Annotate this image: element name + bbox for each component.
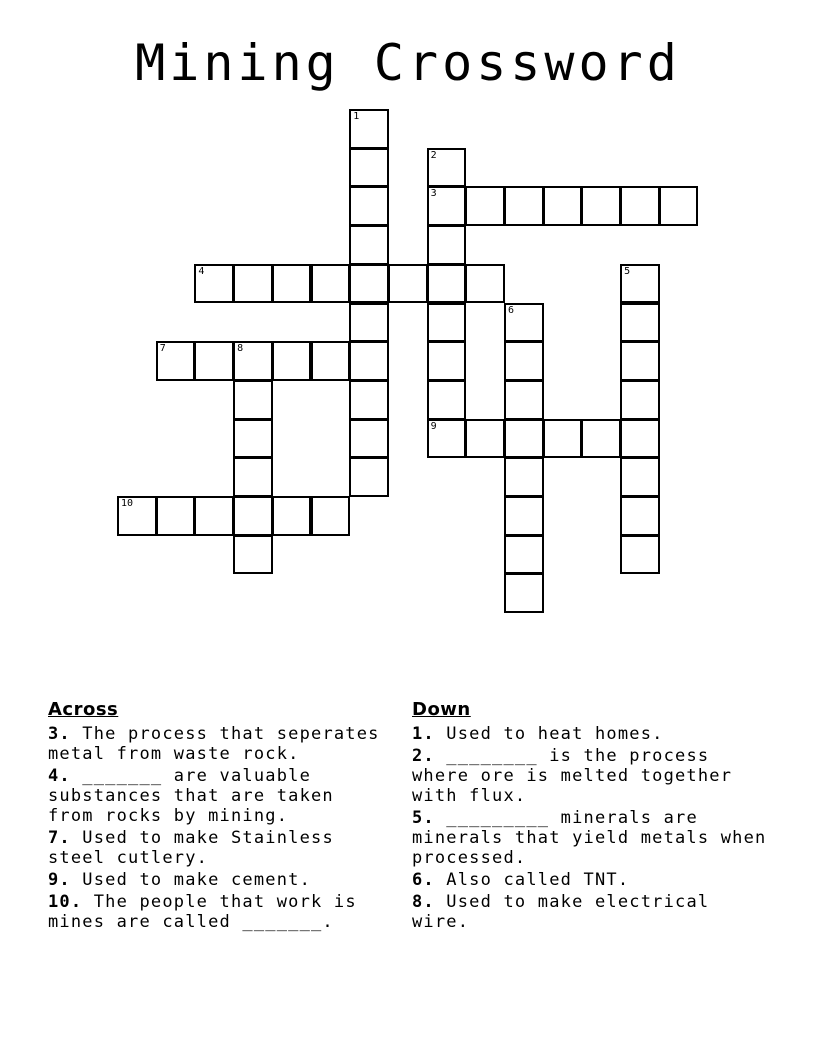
down-clue <box>412 724 772 744</box>
across-clue <box>48 766 388 826</box>
crossword-cell[interactable] <box>427 419 467 459</box>
crossword-cell[interactable] <box>349 225 389 265</box>
crossword-cell[interactable] <box>388 264 428 304</box>
clue-number-label: 2. <box>412 746 435 766</box>
down-clue <box>412 892 772 932</box>
across-clue <box>48 870 388 890</box>
crossword-cell[interactable] <box>349 148 389 188</box>
clue-number: 10 <box>121 498 134 509</box>
crossword-cell[interactable] <box>427 380 467 420</box>
clue-number-label: 9. <box>48 870 71 890</box>
crossword-cell[interactable] <box>194 341 234 381</box>
crossword-cell[interactable] <box>504 186 544 226</box>
clue-number: 6 <box>508 304 515 316</box>
clue-text: Used to make electrical wire. <box>412 892 710 932</box>
down-heading: Down <box>412 699 471 720</box>
crossword-cell[interactable] <box>311 341 351 381</box>
crossword-cell[interactable] <box>465 186 505 226</box>
clue-text: The people that work is mines are called _______. <box>48 892 357 932</box>
clue-number-label: 10. <box>48 892 83 912</box>
across-heading: Across <box>48 699 119 720</box>
crossword-cell[interactable] <box>504 535 544 575</box>
crossword-cell[interactable] <box>233 535 273 575</box>
clue-text: Used to make cement. <box>70 870 312 890</box>
across-clue <box>48 724 388 764</box>
crossword-cell[interactable] <box>349 341 389 381</box>
crossword-cell[interactable] <box>349 264 389 304</box>
clue-number-label: 3. <box>48 724 71 744</box>
clue-number: 4 <box>198 265 205 277</box>
crossword-cell[interactable] <box>233 264 273 304</box>
clue-number: 9 <box>430 420 437 432</box>
clue-number: 2 <box>430 149 437 161</box>
crossword-cell[interactable] <box>272 341 312 381</box>
clue-number: 5 <box>624 265 631 277</box>
crossword-cell[interactable] <box>233 341 273 381</box>
clue-number-label: 6. <box>412 870 435 890</box>
across-clue-list <box>48 724 388 932</box>
crossword-cell[interactable] <box>504 573 544 613</box>
crossword-cell[interactable] <box>233 380 273 420</box>
clue-number: 7 <box>159 343 166 355</box>
crossword-cell[interactable] <box>543 186 583 226</box>
clue-number-label: 8. <box>412 892 435 912</box>
crossword-cell[interactable] <box>659 186 699 226</box>
crossword-cell[interactable] <box>620 380 660 420</box>
down-clue <box>412 808 772 868</box>
clue-text: Also called TNT. <box>434 870 630 890</box>
clue-number: 8 <box>237 343 244 355</box>
across-clue <box>48 892 388 932</box>
crossword-cell[interactable] <box>349 109 389 149</box>
crossword-cell[interactable] <box>427 186 467 226</box>
clue-number-label: 5. <box>412 808 435 828</box>
crossword-cell[interactable] <box>620 186 660 226</box>
crossword-cell[interactable] <box>504 496 544 536</box>
clue-text: ________ is the process where ore is melted together with flux. <box>412 746 733 806</box>
crossword-cell[interactable] <box>349 380 389 420</box>
clue-text: _________ minerals are minerals that yield metals when processed. <box>412 808 767 868</box>
down-clue-list <box>412 724 772 932</box>
across-clue <box>48 828 388 868</box>
crossword-cell[interactable] <box>543 419 583 459</box>
clue-text: Used to heat homes. <box>434 724 664 744</box>
crossword-cell[interactable] <box>349 303 389 343</box>
crossword-cell[interactable] <box>620 264 660 304</box>
crossword-cell[interactable] <box>504 457 544 497</box>
crossword-cell[interactable] <box>427 341 467 381</box>
crossword-cell[interactable] <box>620 303 660 343</box>
clue-text: _______ are valuable substances that are taken from rocks by mining. <box>48 766 334 826</box>
crossword-cell[interactable] <box>272 496 312 536</box>
across-clues <box>48 700 388 934</box>
page-title: Mining Crossword <box>135 34 681 92</box>
crossword-cell[interactable] <box>311 264 351 304</box>
crossword-cell[interactable] <box>233 457 273 497</box>
crossword-cell[interactable] <box>349 419 389 459</box>
crossword-cell[interactable] <box>504 380 544 420</box>
crossword-cell[interactable] <box>620 535 660 575</box>
crossword-cell[interactable] <box>465 419 505 459</box>
clue-text: The process that seperates metal from waste rock. <box>48 724 380 764</box>
crossword-cell[interactable] <box>465 264 505 304</box>
down-clues <box>412 700 772 934</box>
crossword-cell[interactable] <box>156 341 196 381</box>
clue-number-label: 7. <box>48 828 71 848</box>
crossword-cell[interactable] <box>117 496 157 536</box>
crossword-cell[interactable] <box>233 419 273 459</box>
crossword-cell[interactable] <box>272 264 312 304</box>
crossword-cell[interactable] <box>620 496 660 536</box>
crossword-cell[interactable] <box>349 186 389 226</box>
clue-number: 1 <box>353 111 360 122</box>
crossword-cell[interactable] <box>581 419 621 459</box>
crossword-cell[interactable] <box>427 225 467 265</box>
crossword-cell[interactable] <box>427 148 467 188</box>
crossword-cell[interactable] <box>620 457 660 497</box>
down-clue <box>412 746 772 806</box>
crossword-cell[interactable] <box>504 341 544 381</box>
crossword-cell[interactable] <box>194 496 234 536</box>
crossword-cell[interactable] <box>233 496 273 536</box>
crossword-cell[interactable] <box>620 341 660 381</box>
crossword-cell[interactable] <box>349 457 389 497</box>
clue-number-label: 1. <box>412 724 435 744</box>
crossword-cell[interactable] <box>194 264 234 304</box>
clue-number: 3 <box>430 188 437 200</box>
crossword-cell[interactable] <box>427 264 467 304</box>
crossword-cell[interactable] <box>504 419 544 459</box>
clue-text: Used to make Stainless steel cutlery. <box>48 828 334 868</box>
crossword-cell[interactable] <box>311 496 351 536</box>
crossword-cell[interactable] <box>620 419 660 459</box>
clue-number-label: 4. <box>48 766 71 786</box>
down-clue <box>412 870 772 890</box>
crossword-cell[interactable] <box>581 186 621 226</box>
crossword-cell[interactable] <box>427 303 467 343</box>
crossword-cell[interactable] <box>156 496 196 536</box>
crossword-cell[interactable] <box>504 303 544 343</box>
